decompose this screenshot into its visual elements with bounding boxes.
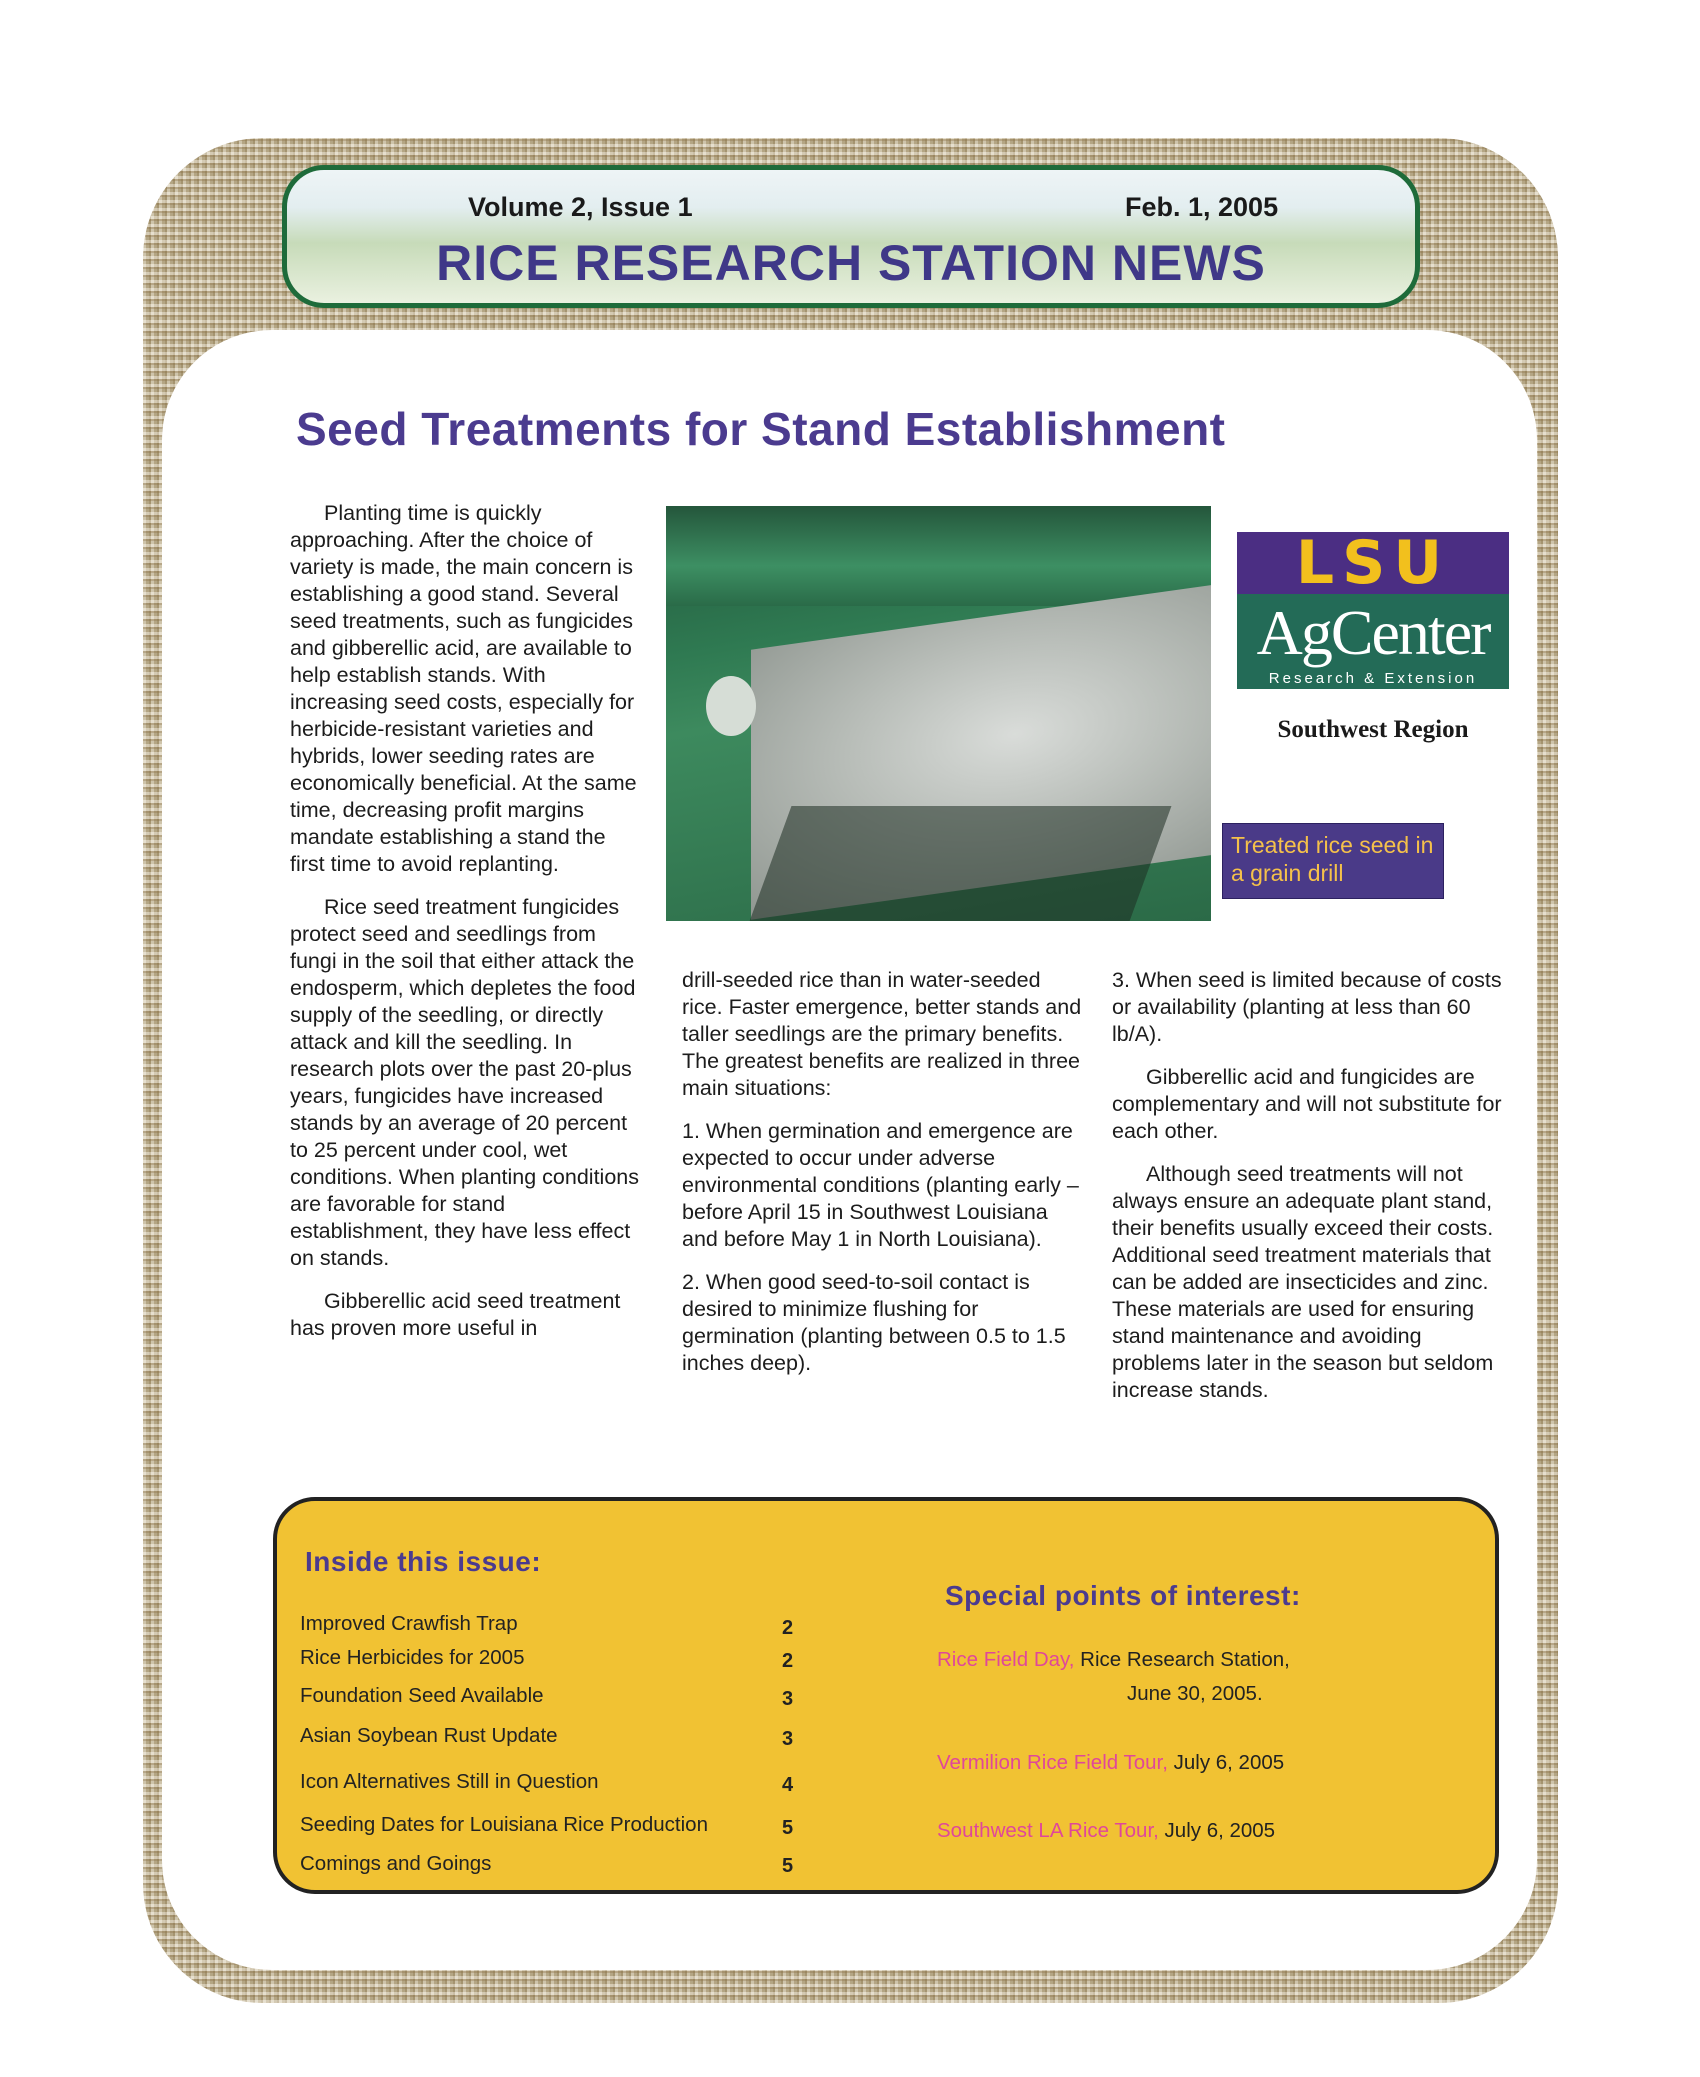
article-paragraph: Rice seed treatment fungicides protect seed and seedlings from fungi in the soil that either attack the endosperm, which depletes the food supply of the seedling, or directly attack and kill the seedling. In research plots over the past 20-plus years, fungicides have increased stands by an average of 20 percent to 25 percent under cool, wet conditions. When planting conditions are favorable for stand establishment, they have less effect on stands. [290,895,639,1270]
article-paragraph: 2. When good seed-to-soil contact is desired to minimize flushing for germination (planting between 0.5 to 1.5 inches deep). [682,1270,1066,1375]
article-paragraph: Although seed treatments will not always ensure an adequate plant stand, their benefits usually exceed their costs. Additional seed treatment materials that can be added are insecticides and zinc. These materials are used for ensuring stand maintenance and avoiding problems later in the season but seldom increase stands. [1112,1162,1494,1402]
inside-issue-title: Inside this issue: [305,1546,542,1577]
article-paragraph: 1. When germination and emergence are expected to occur under adverse environmental conditions (planting early – before April 15 in Southwest Louisiana and before May 1 in North Louisiana). [682,1119,1079,1251]
toc-item[interactable]: Rice Herbicides for 2005 [300,1646,525,1669]
toc-item[interactable]: Comings and Goings [300,1852,492,1875]
event-name: Vermilion Rice Field Tour, [937,1751,1168,1774]
newsletter-title: RICE RESEARCH STATION NEWS [436,235,1266,291]
region-label: Southwest Region [1277,716,1469,743]
toc-page: 5 [782,1855,794,1877]
article-paragraph: Planting time is quickly approaching. After the choice of variety is made, the main concern is establishing a good stand. Several seed treatments, such as fungicides and gibberellic acid, are available to help establish stands. With increasing seed costs, especially for herbicide-resistant varieties and hybrids, lower seeding rates are economically beneficial. At the same time, decreasing profit margins mandate establishing a stand the first time to avoid replanting. [290,501,637,876]
volume-issue: Volume 2, Issue 1 [468,192,693,222]
article-paragraph: 3. When seed is limited because of costs or availability (planting at less than 60 lb/A). [1112,968,1502,1046]
event-detail-line: June 30, 2005. [1127,1682,1263,1705]
grain-drill-photo [666,506,1211,921]
toc-item[interactable]: Icon Alternatives Still in Question [300,1770,599,1793]
article-column-1 [290,500,646,1358]
lsu-agcenter-logo: LSU AgCenter Research & Extension [1237,532,1509,689]
article-column-3 [1112,967,1504,1420]
toc-page: 4 [782,1774,794,1796]
toc-page: 2 [782,1617,794,1639]
article-column-2 [682,967,1082,1393]
event-item [937,1648,1290,1672]
toc-item[interactable]: Asian Soybean Rust Update [300,1724,558,1747]
event-item [937,1819,1275,1843]
photo-caption: Treated rice seed in a grain drill [1222,823,1444,899]
event-detail: Rice Research Station, [1074,1648,1290,1671]
article-headline: Seed Treatments for Stand Establishment [296,403,1226,455]
toc-page: 3 [782,1688,794,1710]
article-paragraph: drill-seeded rice than in water-seeded rice. Faster emergence, better stands and taller seedlings are the primary benefits. The greatest benefits are realized in three main situations: [682,968,1082,1100]
toc-page: 3 [782,1728,794,1750]
toc-item[interactable]: Foundation Seed Available [300,1684,544,1707]
toc-item[interactable]: Seeding Dates for Louisiana Rice Production [300,1813,708,1836]
issue-date: Feb. 1, 2005 [1125,192,1279,222]
event-name: Rice Field Day, [937,1648,1075,1671]
event-detail: July 6, 2005 [1167,1751,1285,1774]
event-item [937,1751,1284,1775]
event-detail: July 6, 2005 [1158,1819,1276,1842]
toc-item[interactable]: Improved Crawfish Trap [300,1612,518,1635]
article-paragraph: Gibberellic acid and fungicides are complementary and will not substitute for each other. [1112,1065,1502,1143]
toc-page: 2 [782,1650,794,1672]
event-name: Southwest LA Rice Tour, [937,1819,1159,1842]
article-paragraph: Gibberellic acid seed treatment has proven more useful in [290,1289,621,1340]
toc-page: 5 [782,1817,794,1839]
special-points-title: Special points of interest: [945,1580,1301,1611]
